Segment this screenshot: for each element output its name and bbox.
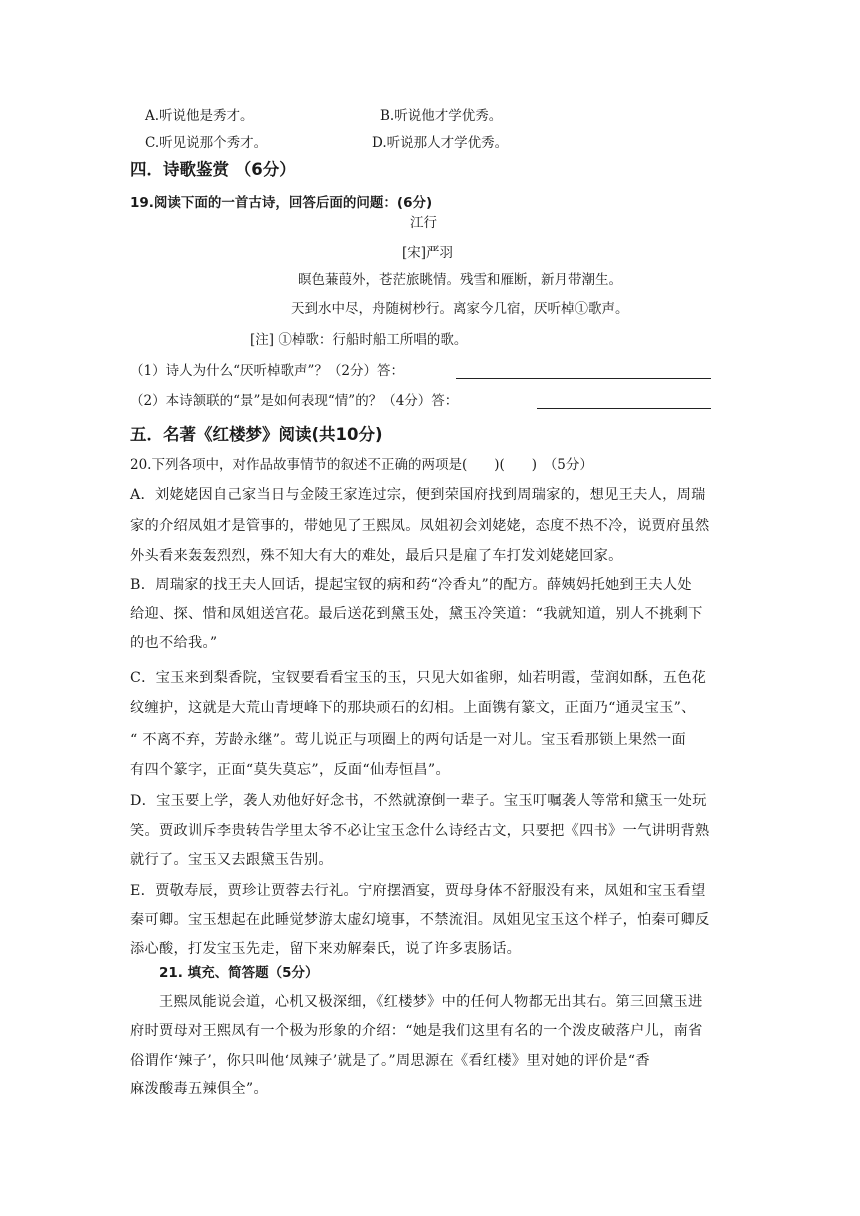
- section-4-heading: 四．诗歌鉴赏 （6分）: [130, 160, 296, 179]
- poem-author: [宋]严羽: [402, 245, 454, 261]
- poem-line-1: 暝色蒹葭外，苍茫旅眺情。残雪和雁断，新月带潮生。: [298, 272, 622, 288]
- choice-e-line: 添心酸，打发宝玉先走，留下来劝解秦氏，说了许多衷肠话。: [130, 941, 522, 957]
- option-d: D.听说那人才学优秀。: [372, 135, 509, 151]
- choice-a-line: 外头看来轰轰烈烈，殊不知大有大的难处，最后只是雇了车打发刘姥姥回家。: [130, 548, 623, 564]
- sub-question-1: [130, 361, 404, 381]
- poem-line-2: 天到水中尽，舟随树杪行。离家今几宿，厌听棹①歌声。: [291, 301, 629, 317]
- choice-b-line: 给迎、探、惜和凤姐送宫花。最后送花到黛玉处，黛玉冷笑道：“我就知道，别人不挑剩下: [130, 606, 703, 622]
- answer-blank-2[interactable]: [537, 394, 711, 409]
- passage-line: 府时贾母对王熙凤有一个极为形象的介绍：“她是我们这里有名的一个泼皮破落户儿，南省: [130, 1023, 703, 1039]
- poem-title: 江行: [410, 215, 437, 231]
- choice-d-line: 就行了。宝玉又去跟黛玉告别。: [130, 852, 333, 868]
- question-21: 21. 填充、简答题（5分）: [159, 965, 319, 981]
- section-5-heading: 五．名著《红楼梦》阅读(共10分): [130, 425, 383, 444]
- choice-c-line: 有四个篆字，正面“莫失莫忘”，反面“仙寿恒昌”。: [130, 762, 450, 778]
- passage-line: 麻泼酸毒五辣俱全”。: [130, 1081, 268, 1097]
- answer-blank-1[interactable]: [456, 364, 711, 379]
- sub-question-1-text: （1）诗人为什么“厌听棹歌声”？（2分）答：: [130, 363, 404, 379]
- passage-line: 王熙凤能说会道，心机又极深细，《红楼梦》中的任何人物都无出其右。第三回黛玉进: [159, 994, 703, 1010]
- question-20: 20.下列各项中，对作品故事情节的叙述不正确的两项是( )( ) （5分）: [130, 457, 593, 473]
- option-c: C.听见说那个秀才。: [145, 135, 268, 151]
- choice-e-line: E．贾敬寿辰，贾珍让贾蓉去行礼。宁府摆酒宴，贾母身体不舒服没有来，凤姐和宝玉看望: [130, 883, 706, 899]
- option-a: A.听说他是秀才。: [145, 108, 254, 124]
- choice-a-line: A．刘姥姥因自己家当日与金陵王家连过宗，便到荣国府找到周瑞家的，想见王夫人，周瑞: [130, 487, 706, 503]
- sub-question-2: [130, 391, 458, 411]
- choice-d-line: 笑。贾政训斥李贵转告学里太爷不必让宝玉念什么诗经古文，只要把《四书》一气讲明背熟: [130, 823, 710, 839]
- choice-c-line: “ 不离不弃，芳龄永继”。莺儿说正与项圈上的两句话是一对儿。宝玉看那锁上果然一面: [130, 732, 686, 748]
- option-b: B.听说他才学优秀。: [380, 108, 503, 124]
- choice-b-line: 的也不给我。”: [130, 635, 218, 651]
- choice-e-line: 秦可卿。宝玉想起在此睡觉梦游太虚幻境事，不禁流泪。凤姐见宝玉这个样子，怕秦可卿反: [130, 912, 710, 928]
- choice-a-line: 家的介绍凤姐才是管事的，带她见了王熙凤。凤姐初会刘姥姥，态度不热不冷，说贾府虽然: [130, 518, 710, 534]
- choice-d-line: D．宝玉要上学，袭人劝他好好念书，不然就潦倒一辈子。宝玉叮嘱袭人等常和黛玉一处玩: [130, 793, 707, 809]
- question-19: 19.阅读下面的一首古诗，回答后面的问题：(6分): [130, 195, 433, 211]
- choice-c-line: C．宝玉来到梨香院，宝钗要看看宝玉的玉，只见大如雀卵，灿若明霞，莹润如酥，五色花: [130, 670, 707, 686]
- passage-line: 俗谓作‘辣子’，你只叫他‘凤辣子’就是了。”周思源在《看红楼》里对她的评价是“香: [130, 1053, 650, 1069]
- poem-note: [注] ①棹歌：行船时船工所唱的歌。: [250, 332, 468, 348]
- sub-question-2-text: （2）本诗颔联的“景”是如何表现“情”的？（4分）答：: [130, 393, 459, 409]
- choice-c-line: 纹缠护，这就是大荒山青埂峰下的那块顽石的幻相。上面镌有篆文，正面乃“通灵宝玉”、: [130, 700, 696, 716]
- choice-b-line: B．周瑞家的找王夫人回话，提起宝钗的病和药“冷香丸”的配方。薛姨妈托她到王夫人处: [130, 577, 692, 593]
